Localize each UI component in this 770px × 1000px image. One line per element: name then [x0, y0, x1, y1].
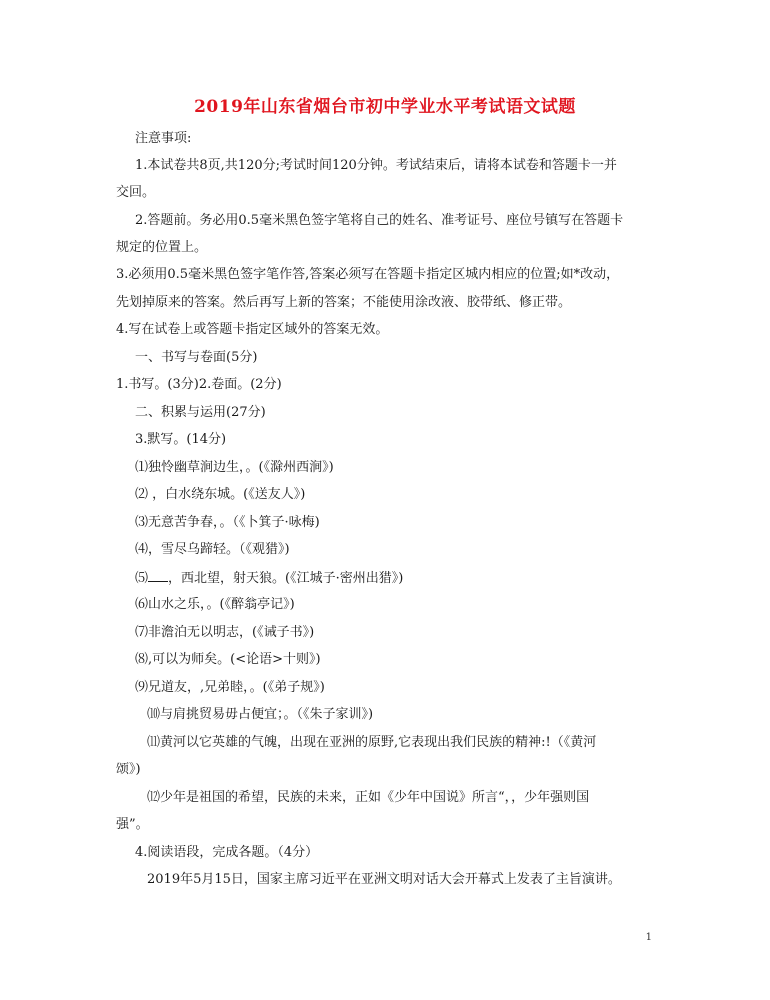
notes-heading: 注意事项:	[135, 131, 192, 146]
fill-item-1: ⑴独怜幽草涧边生，。(《滁州西涧》)	[135, 460, 334, 475]
fill-item-11a: ⑾黄河以它英雄的气魄，出现在亚洲的原野,它表现出我们民族的精神:!（《黄河	[147, 735, 597, 750]
fill-item-2: ⑵ ，白水绕东城。(《送友人》)	[135, 487, 306, 502]
fill-item-5-number: ⑸	[135, 571, 149, 586]
note-item-4: 4.写在试卷上或答题卡指定区域外的答案无效。	[116, 322, 389, 337]
fill-item-4: ⑷，雪尽乌蹄轻。（《观猎》)	[135, 542, 290, 557]
fill-item-3: ⑶无意苦争春，。（《卜箕子·咏梅)	[135, 515, 320, 530]
fill-item-9: ⑼兄道友，,兄弟睦，。(《弟子规》)	[135, 680, 325, 695]
page-number: 1	[645, 932, 652, 943]
section1-line: 1.书写。(3分)2.卷面。(2分)	[116, 377, 282, 392]
note-item-1a: 1.本试卷共8页,共120分;考试时间120分钟。考试结束后，请将本试卷和答题卡一并	[135, 158, 617, 173]
note-item-2b: 规定的位置上。	[116, 240, 208, 255]
answer-blank	[148, 569, 168, 582]
note-item-2a: 2.答题前。务必用0.5毫米黑色签字笔将自己的姓名、准考证号、座位号镇写在答题卡	[135, 213, 624, 228]
fill-item-6: ⑹山水之乐，。(《醉翁亭记》)	[135, 597, 295, 612]
page-title: 2019年山东省烟台市初中学业水平考试语文试题	[194, 97, 576, 117]
section1-heading: 一、书写与卷面(5分)	[135, 350, 258, 365]
question-4: 4.阅读语段，完成各题。（4分）	[135, 845, 319, 860]
question-3: 3.默写。(14分)	[135, 432, 227, 447]
fill-item-12b: 强”。	[116, 817, 149, 832]
fill-item-11b: 颂》)	[116, 762, 141, 777]
fill-item-10: ⑽与肩挑贸易毋占便宜；。（《朱子家训》)	[147, 707, 374, 722]
fill-item-5-text: ，西北望，射天狼。(《江城子·密州出猎》)	[168, 571, 404, 586]
fill-item-5	[135, 569, 403, 588]
note-item-3b: 先划掉原来的答案。然后再写上新的答案；不能使用涂改液、胶带纸、修正带。	[116, 295, 572, 310]
fill-item-7: ⑺非澹泊无以明志，(《诫子书》)	[135, 625, 315, 640]
fill-item-12a: ⑿少年是祖国的希望，民族的未来，正如《少年中国说》所言“，，少年强则国	[147, 790, 590, 805]
section2-heading: 二、积累与运用(27分)	[135, 405, 266, 420]
note-item-3a: 3.必须用0.5毫米黑色签字笔作答,答案必须写在答题卡指定区城内相应的位置;如*改动，	[116, 267, 620, 282]
note-item-1b: 交回。	[116, 185, 156, 200]
passage-first-line: 2019年5月15日，国家主席习近平在亚洲文明对话大会开幕式上发表了主旨演讲。	[147, 872, 621, 887]
fill-item-8: ⑻,可以为师矣。(<论语>十则》)	[135, 652, 321, 667]
